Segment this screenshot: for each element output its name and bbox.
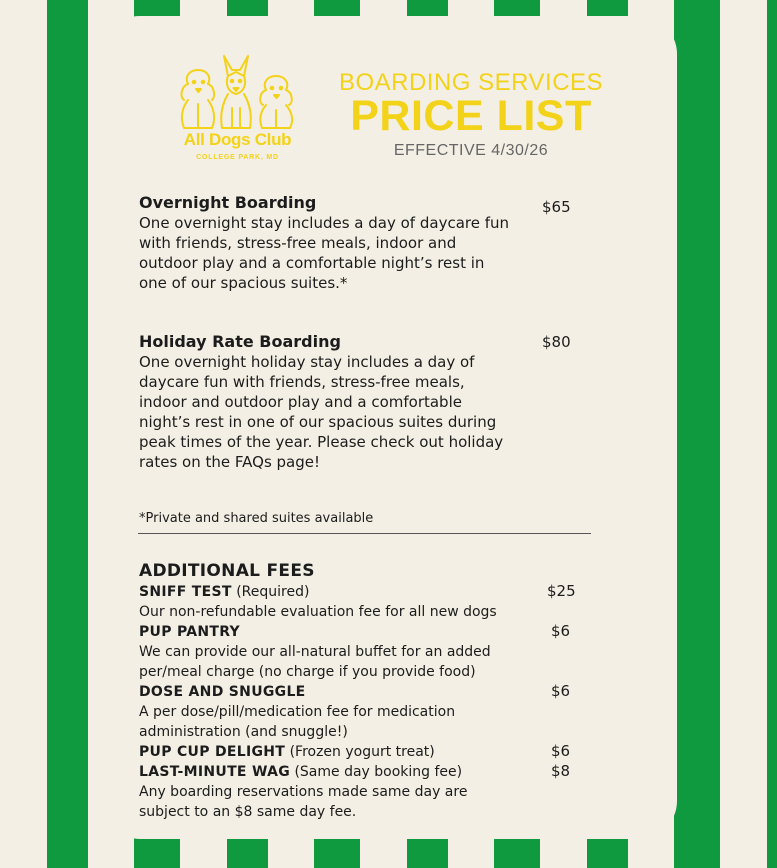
additional-fees-heading: ADDITIONAL FEES [139, 561, 315, 581]
all-dogs-club-logo [170, 52, 305, 170]
fee-title-sniff-test [139, 582, 309, 602]
fee-qualifier: (Required) [231, 584, 310, 600]
service-desc-overnight: One overnight stay includes a day of daycare fun with friends, stress-free meals, indoor and outdoor play and a comfortable night’s rest in one of our spacious suites.* [139, 214, 510, 292]
page-title: PRICE LIST [350, 92, 592, 140]
fee-title-pup-cup-delight [139, 742, 435, 762]
service-desc-holiday: One overnight holiday stay includes a day of daycare fun with friends, stress-free meals, indoor and outdoor play and a comfortable night’s rest in one of our spacious suites during peak times of the year. Please check out holiday rates on the FAQs page! [139, 353, 504, 471]
fee-title-dose-and-snuggle [139, 682, 306, 702]
fee-title-pup-pantry [139, 622, 240, 642]
service-price-overnight: $65 [542, 198, 571, 216]
three-dogs-icon [170, 52, 305, 132]
divider [138, 533, 591, 534]
fee-price-pup-cup-delight: $6 [551, 742, 571, 760]
fee-desc-pup-pantry: We can provide our all-natural buffet for an added per/meal charge (no charge if you provide food) [139, 644, 491, 680]
fee-name: PUP CUP DELIGHT [139, 744, 286, 760]
fee-name: DOSE AND SNUGGLE [139, 684, 306, 700]
service-name-overnight: Overnight Boarding [139, 193, 317, 212]
fee-name: PUP PANTRY [139, 624, 240, 640]
fee-price-sniff-test: $25 [547, 582, 576, 600]
brand-name: All Dogs Club [183, 130, 292, 149]
fee-desc-dose-and-snuggle: A per dose/pill/medication fee for medication administration (and snuggle!) [139, 704, 456, 740]
header-subtitle: BOARDING SERVICES [338, 69, 604, 96]
fee-qualifier: (Frozen yogurt treat) [285, 744, 435, 760]
brand-location: COLLEGE PARK, MD [196, 154, 279, 161]
fee-name: LAST-MINUTE WAG [139, 764, 290, 780]
footnote: *Private and shared suites available [139, 511, 374, 526]
fee-name: SNIFF TEST [139, 584, 232, 600]
effective-date: EFFECTIVE 4/30/26 [393, 142, 549, 159]
fee-title-last-minute-wag [139, 762, 462, 782]
fee-price-pup-pantry: $6 [551, 622, 571, 640]
fee-price-last-minute-wag: $8 [551, 762, 571, 780]
fee-price-dose-and-snuggle: $6 [551, 682, 571, 700]
fee-desc-last-minute-wag: Any boarding reservations made same day are subject to an $8 same day fee. [139, 784, 468, 820]
fee-qualifier: (Same day booking fee) [290, 764, 463, 780]
service-name-holiday: Holiday Rate Boarding [139, 332, 341, 351]
fee-desc-sniff-test: Our non-refundable evaluation fee for all new dogs [139, 604, 497, 620]
service-price-holiday: $80 [542, 333, 571, 351]
